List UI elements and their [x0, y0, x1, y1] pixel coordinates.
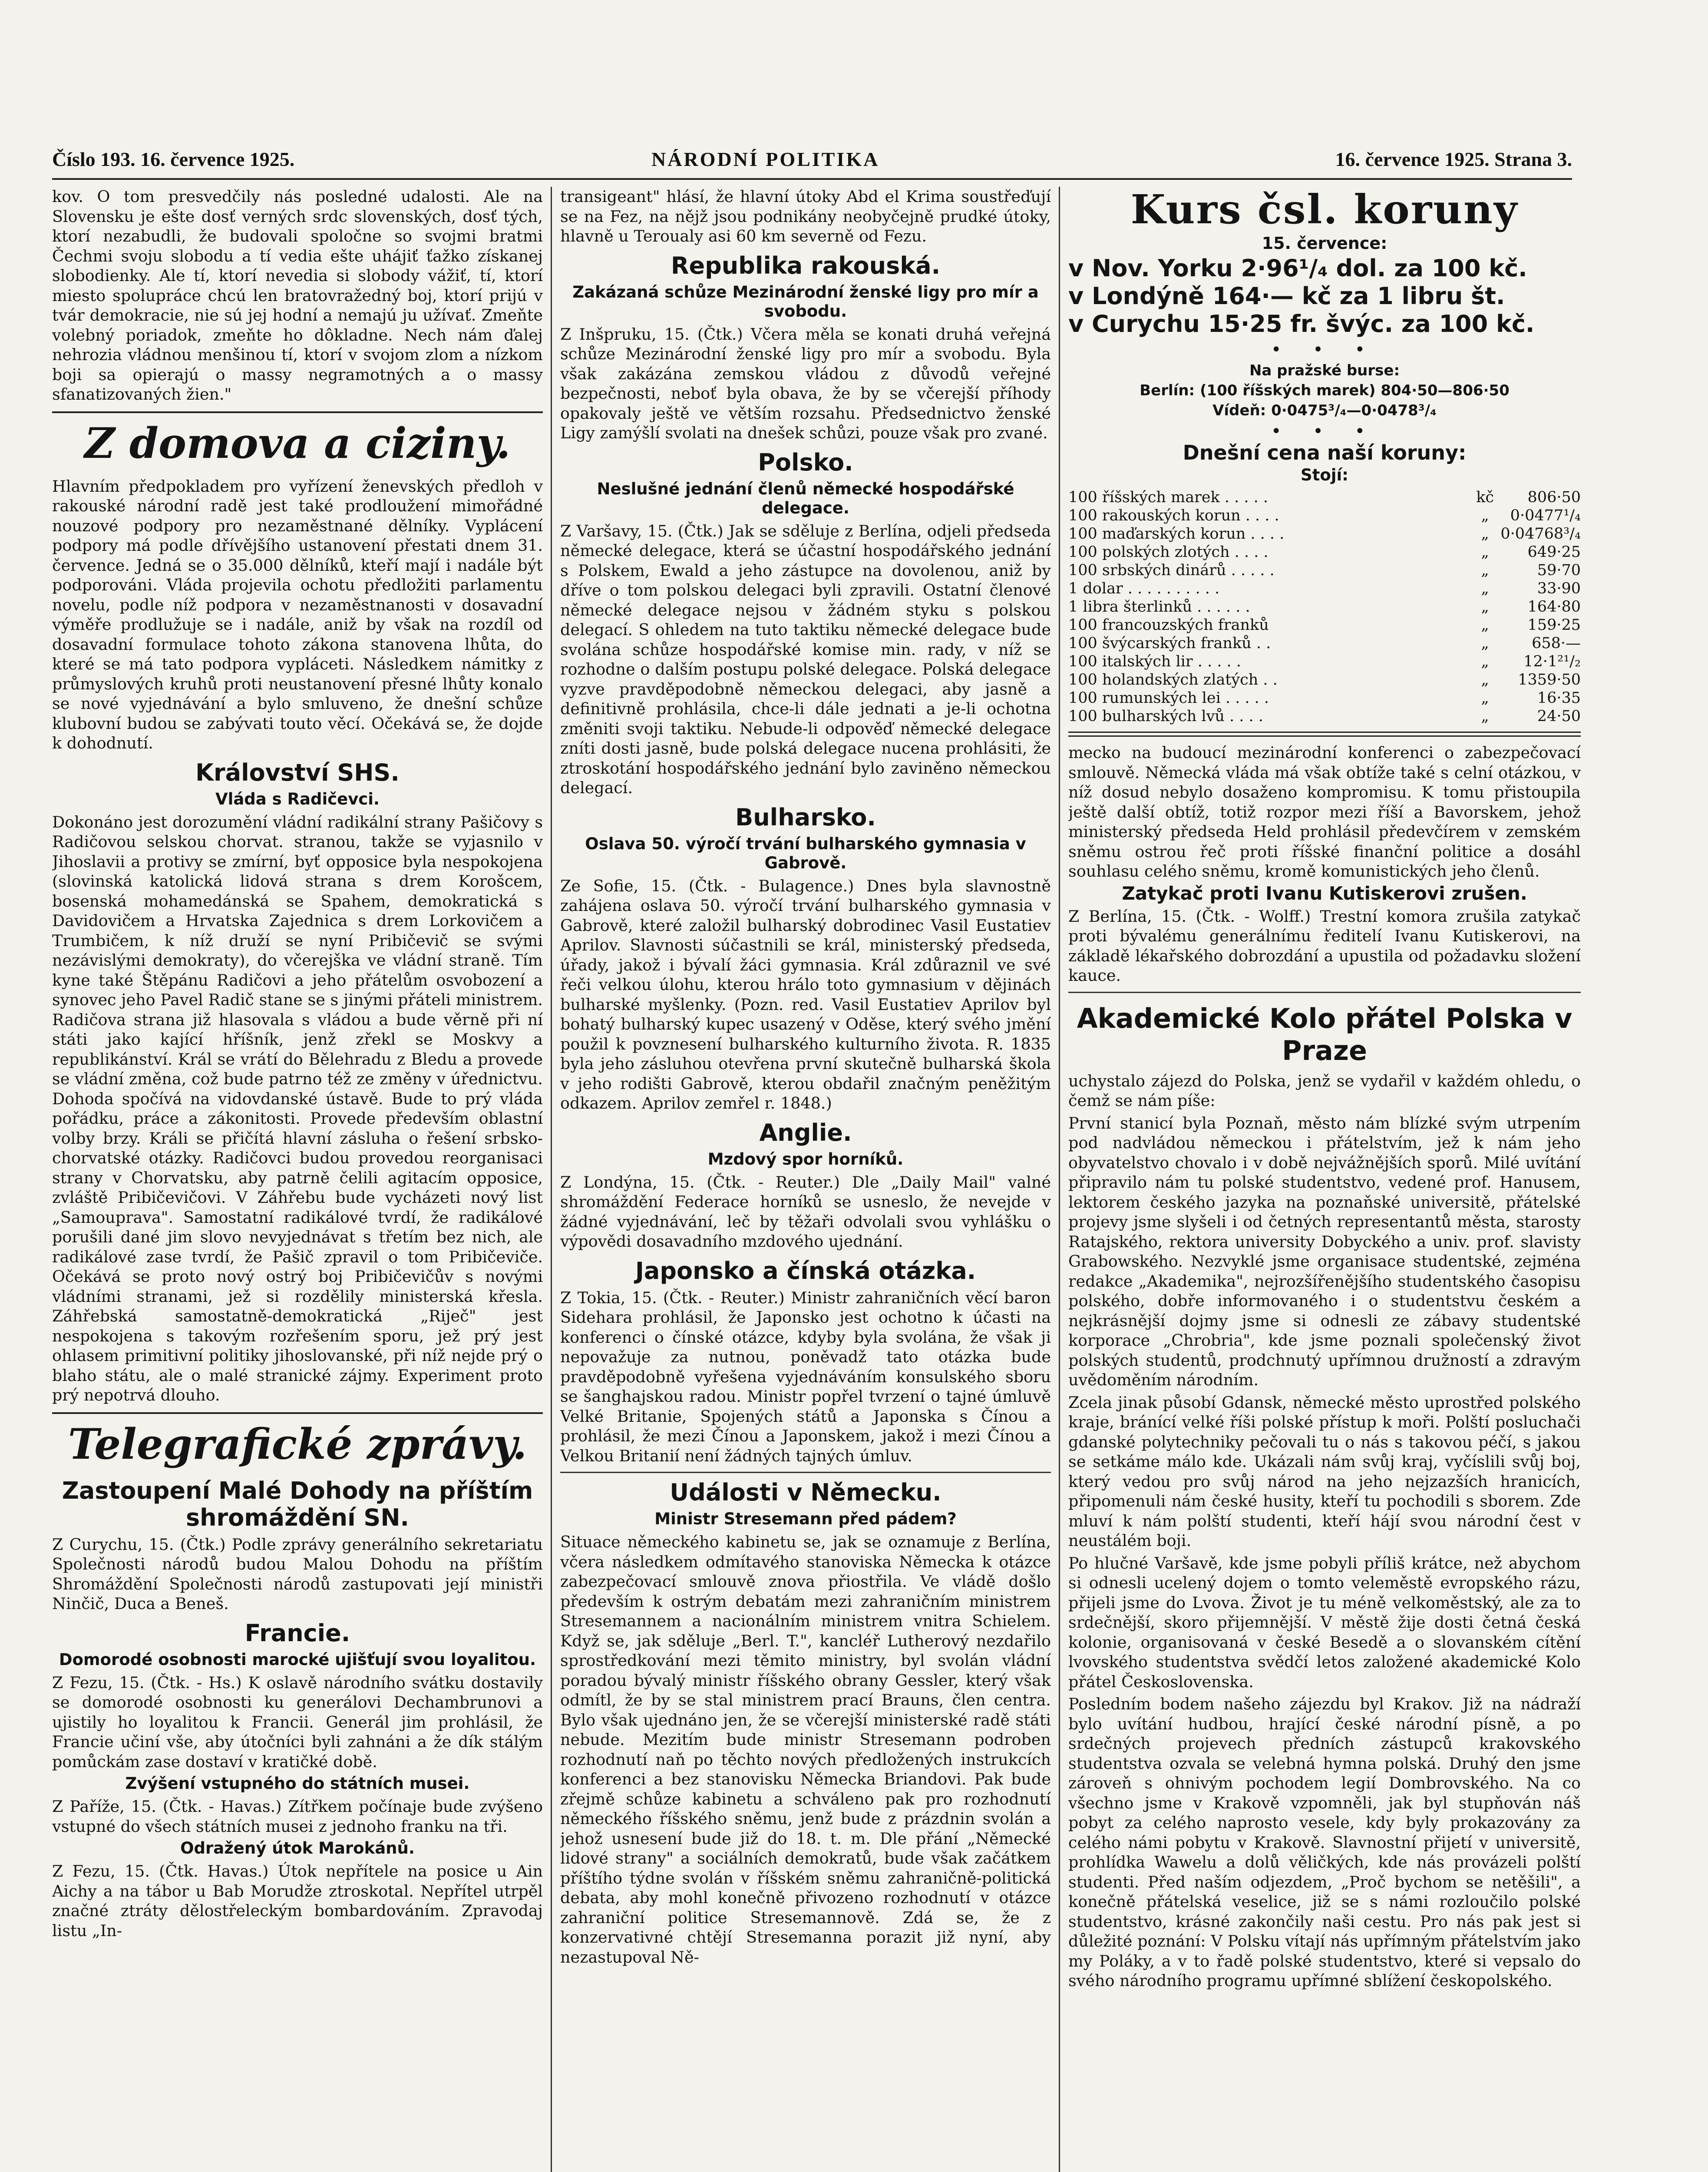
column-1 — [52, 187, 543, 2172]
article-subheading: Domorodé osobnosti marocké ujišťují svou loyalitou. — [59, 1650, 536, 1669]
article-heading: Bulharsko. — [735, 803, 876, 831]
column-3 — [1068, 187, 1581, 2172]
rate-row — [1068, 689, 1581, 707]
rate-value: 0·0477¹/₄ — [1510, 507, 1581, 524]
article-subheading: Oslava 50. výročí trvání bulharského gymnasia v Gabrově. — [585, 834, 1026, 872]
rate-value: 12·1²¹/₂ — [1523, 653, 1581, 670]
article-text: Z Inšpruku, 15. (Čtk.) Včera měla se konati druhá veřejná schůze Mezinárodní ženské ligy pro mír a svobodu. Byla však zakázána zemskou vládou z důvodů veřejné bezpečnosti, neboť byla obava, že by se včerejší příhody opakovaly ještě ve větším rozsahu. Předsednictvo ženské Ligy zamýšlí svolati na dnešek schůzi, pouze však pro zvané. — [560, 324, 1051, 442]
divider — [560, 1472, 1051, 1473]
rate-value: 806·50 — [1527, 489, 1581, 506]
rate-unit: „ — [1481, 708, 1489, 725]
rate-label: 100 rumunských lei . . . . . — [1068, 689, 1269, 707]
exchange-newyork: v Nov. Yorku 2·96¹/₄ dol. za 100 kč. — [1068, 255, 1527, 282]
rate-value: 164·80 — [1527, 598, 1581, 616]
rate-row — [1068, 543, 1581, 561]
rate-value: 649·25 — [1527, 543, 1581, 561]
rate-label: 100 francouzských franků — [1068, 616, 1269, 634]
divider — [1068, 992, 1581, 993]
article-heading: Akademické Kolo přátel Polska v Praze — [1077, 1002, 1573, 1066]
article-subheading: Mzdový spor horníků. — [707, 1149, 904, 1169]
article-text: Z Curychu, 15. (Čtk.) Podle zprávy generálního sekretariatu Společnosti národů budou Malou Dohodu na příštím Shromáždění Společnosti národů zastupovati její ministři Ninčič, Duca a Beneš. — [52, 1535, 543, 1613]
article-text: Z Varšavy, 15. (Čtk.) Jak se sděluje z Berlína, odjeli předseda německé delegace, která se účastní hospodářského jednání s Polskem, Ewald a jeho zástupce na dovolenou, aniž by dříve o tom polskou delegaci byli zpravili. Ostatní členové německé delegace nejsou v žádném styku s polskou delegací. S ohledem na tuto taktiku německé delegace bude svolána schůze hospodářské komise min. rady, v níž se rozhodne o dalším postupu polské delegace. Polská delegace vyzve pravděpodobně německou delegaci, aby jasně a definitivně prohlásila, chce-li dále jednati a je-li ochotna změniti svoji taktiku. Nebude-li odpověď německé delegace zníti dosti jasně, bude polská delegace nucena prohlásiti, že ztroskotání hospodářského jednání bylo zaviněno německou delegací. — [560, 521, 1051, 797]
rate-unit: „ — [1481, 525, 1489, 543]
exchange-title: Kurs čsl. koruny — [1130, 187, 1519, 233]
article-text: Zcela jinak působí Gdansk, německé město uprostřed polského kraje, bránící velké říši polské přístup k moři. Polští posluchači gdanské polytechniky pečovali tu o nás s takovou péčí, s jakou se setkáme málo kde. Ukázali nám svůj kraj, vyčíslili svůj boj, který vedou pro svůj národ na jeho nejzazších hranicích, připomenuli nám české husity, kteří tu pochodili s sborem. Zde mluví k nám polští studenti, kteří hájí svou národní čest v neustálém boji. — [1068, 1393, 1581, 1550]
double-divider — [1068, 732, 1581, 737]
rate-value: 59·70 — [1537, 562, 1581, 579]
column-2 — [560, 187, 1051, 2172]
article-subheading: Vláda s Radičevci. — [215, 789, 380, 808]
rate-unit: „ — [1481, 616, 1489, 634]
rate-value: 16·35 — [1537, 689, 1581, 707]
rates-title: Dnešní cena naší koruny: — [1183, 441, 1467, 464]
rate-unit: „ — [1481, 653, 1489, 670]
article-text: Hlavním předpokladem pro vyřízení ženevských předloh v rakouské národní radě jest také prodloužení mimořádné nouzové podpory pro nezaměstnané dělníky. Vyplácení podpory má podle dřívějšího ustanovení přestati dnem 31. července. Jedná se o 35.000 dělníků, kteří mají i nadále být podporováni. Vláda projevila ochotu předložiti parlamentu novelu, podle níž podpora v nezaměstnanosti v dosavadní výměře prodlužuje se i nadále, aniž by však na rozdíl od dosavadní formulace tohoto zákona stanovena lhůta, do které se má tato podpora vypláceti. Následkem námitky z průmyslových kruhů proti neustanovení přesné lhůty konalo se nové vyjednávání a bylo smluveno, že dnešní schůze klubovní budou se zabývati touto věcí. Očekává se, že dojde k dohodnutí. — [52, 477, 543, 752]
article-heading: Události v Německu. — [670, 1479, 942, 1506]
rate-label: 1 libra šterlinků . . . . . . — [1068, 598, 1250, 616]
exchange-date: 15. července: — [1262, 234, 1388, 253]
rate-label: 100 rakouských korun . . . . — [1068, 507, 1279, 524]
rate-row — [1068, 671, 1581, 689]
rate-unit: „ — [1481, 635, 1489, 652]
article-text: První stanicí byla Poznaň, město nám blízké svým utrpením pod nadvládou německou i přátelstvím, jež k nám jeho obyvatelstvo chovalo i v době nejvážnějších sporů. Milé uvítání připravilo nám tu polské studentstvo, vedené prof. Hanusem, lektorem českého jazyka na poznaňské universitě, přátelské projevy jsme slyšeli i od četných representantů města, starosty Ratajského, rektora university Dobyckého a univ. prof. slavisty Grabowského. Nezvyklé jsme organisace studentské, zejména redakce „Akademika", nejrozšířenějšího studentského časopisu polského, dobře informovaného i o studentstvu českém a nejkrásnější dojmy jsme si odnesli ze zábavy studentské korporace „Chrobria", kde jsme poznali společenský život polských studentů, prodchnutý upřímnou družností a zdravým uvědoměním národním. — [1068, 1113, 1581, 1389]
article-text: Posledním bodem našeho zájezdu byl Krakov. Již na nádraží bylo uvítání hudbou, hrající české národní písně, a po srdečných projevech předních zástupců krakovského studentstva ozvala se velebná hymna polská. Druhý den jsme zároveň s ohnivým pochodem legií Dombrovského. Na co všechno jsme v Krakově vzpomněli, jak byl stupňován náš pobyt za celého naprosto vesele, kdy byly prokazovány za celého námi pobytu v Krakově. Slavnostní přijetí v universitě, prohlídka Wawelu a dolů věličkých, kde nás provázeli polští studenti. Před naším odjezdem, „Proč bychom se netěšili", a konečně přátelská veselice, již se s námi rozloučilo polské studentstvo, krásné zakončily naši cestu. Pro nás pak jest si důležité poznání: V Polsku vítají nás upřímným přátelstvím jako my Poláky, a v to řadě polské studentstvo, které si vepsalo do svého národního programu upřímné sblížení českopolského. — [1068, 1695, 1581, 1990]
rate-row — [1068, 652, 1581, 671]
article-text: transigeant" hlásí, že hlavní útoky Abd el Krima soustřeďují se na Fez, na nějž jsou podnikány neobyčejně prudké útoky, hlavně u Teroualy asi 60 km severně od Fezu. — [560, 187, 1051, 245]
article-text: Ze Sofie, 15. (Čtk. - Bulagence.) Dnes byla slavnostně zahájena oslava 50. výročí trvání bulharského gymnasia v Gabrově, které založil bulharský dobrodinec Vasil Eustatiev Aprilov. Slavnosti súčastnili se král, ministerský předseda, úřady, jakož i bývalí žáci gymnasia. Král zdůraznil ve své řeči velkou úlohu, kterou hrálo toto gymnasium v dějinách bulharské myšlenky. (Pozn. red. Vasil Eustatiev Aprilov byl bohatý bulharský kupec usazený v Oděse, který svého jmění použil k povznesení bulharského kulturního života. R. 1835 byla jeho zásluhou otevřena první skutečně bulharská škola v jeho rodišti Gabrově, kterou obdařil značným peněžitým odkazem. Aprilov zemřel r. 1848.) — [560, 876, 1051, 1112]
rate-value: 1359·50 — [1518, 671, 1581, 689]
rate-row — [1068, 525, 1581, 543]
rate-row — [1068, 507, 1581, 525]
date-page: 16. července 1925. Strana 3. — [1335, 148, 1572, 170]
article-heading: Republika rakouská. — [671, 252, 941, 279]
rate-unit: „ — [1481, 689, 1489, 707]
column-rule — [1059, 187, 1060, 2172]
article-subheading: Zatykač proti Ivanu Kutiskerovi zrušen. — [1122, 882, 1527, 904]
page-header — [52, 143, 1572, 180]
article-text: uchystalo zájezd do Polska, jenž se vydařil v každém ohledu, o čemž se nám píše: — [1068, 1071, 1581, 1110]
dots-divider: • • • — [1271, 421, 1378, 441]
section-title: Z domova a ciziny. — [52, 411, 543, 470]
column-rule — [551, 187, 552, 2172]
rate-unit: „ — [1481, 598, 1489, 616]
article-heading: Polsko. — [758, 448, 853, 476]
article-text: Z Fezu, 15. (Čtk. - Hs.) K oslavě národního svátku dostavily se domorodé osobnosti ku generálovi Dechambrunovi a ujistily ho loyalitou k Francii. Generál jim prohlásil, že Francie učiní vše, aby útočníci byli zahnáni a že dík stálým pomůckám zase dostaví v kratičké době. — [52, 1673, 543, 1771]
rate-unit: „ — [1481, 671, 1489, 689]
exchange-zurich: v Curychu 15·25 fr. švýc. za 100 kč. — [1068, 310, 1535, 338]
rate-unit: „ — [1481, 507, 1489, 524]
rate-value: 159·25 — [1527, 616, 1581, 634]
article-heading: Anglie. — [759, 1119, 852, 1146]
rate-unit: „ — [1481, 543, 1489, 561]
rates-stoji: Stojí: — [1301, 466, 1348, 484]
rate-row — [1068, 488, 1581, 507]
rate-row — [1068, 707, 1581, 725]
article-heading: Francie. — [244, 1619, 350, 1647]
article-subheading: Zvýšení vstupného do státních musei. — [125, 1774, 470, 1793]
rate-label: 100 švýcarských franků . . — [1068, 635, 1271, 652]
rate-row — [1068, 634, 1581, 652]
article-text: Z Londýna, 15. (Čtk. - Reuter.) Dle „Daily Mail" valné shromáždění Federace horníků se usneslo, že nevejde v žádné vyjednávání, leč by těžaři odvolali svou vyhlášku o výpovědi dosavadního mzdového ujednání. — [560, 1172, 1051, 1251]
rate-row — [1068, 561, 1581, 579]
article-heading: Zastoupení Malé Dohody na příštím shromáždění SN. — [62, 1477, 533, 1531]
article-text: Z Berlína, 15. (Čtk. - Wolff.) Trestní komora zrušila zatykač proti bývalému generálnímu ředitelí Ivanu Kutiskerovi, na základě lékařského dobrozdání a upustila od požadavku složení kauce. — [1068, 907, 1581, 985]
rate-value: 658·— — [1532, 635, 1581, 652]
burse-title: Na pražské burse: — [1249, 362, 1400, 379]
rate-label: 100 italských lir . . . . . — [1068, 653, 1241, 670]
rate-value: 0·04768³/₄ — [1500, 525, 1581, 543]
burse-vienna: Vídeň: 0·0475³/₄—0·0478³/₄ — [1212, 402, 1437, 419]
article-text: Z Tokia, 15. (Čtk. - Reuter.) Ministr zahraničních věcí baron Sidehara prohlásil, že Japonsko jest ochotno k účasti na konferenci o čínské otázce, kdyby byla svolána, že však ji nepovažuje za nutnou, poněvadž tato otázka bude pravděpodobně vyřešena vyjednáváním konsulského sboru se šanghajskou radou. Ministr popřel tvrzení o tajné úmluvě Velké Britanie, Spojených států a Japonska s Čínou a prohlásil, že mezi Čínou a Japonskem, jakož i mezi Čínou a Velkou Britanií není žádných tajných úmluv. — [560, 1288, 1051, 1465]
article-text: Situace německého kabinetu se, jak se oznamuje z Berlína, včera následkem odmítavého stanoviska Německa k otázce zabezpečovací smlouvě znova přiostřila. Ve vládě došlo především k ostrým debatám mezi zahraničním ministrem Stresemannem a nacionálním ministrem vnitra Schielem. Když se, jak sděluje „Berl. T.", kancléř Lutherový nezdařilo sprostředkování mezi těmito ministry, byl svolán vládní poradou bývalý ministr říšského obrany Gessler, který však odmítl, že by se stal ministrem prací Brauns, člen centra. Bylo však ujednáno jen, že se včerejší ministerské radě státi nebude. Mezitím bude ministr Stresemann podroben rozhodnutí naň po těchto nových předložených instrukcích konferenci a bez stanovisku Německa Briandovi. Pak bude zřejmě schůze kabinetu a schváleno pak pro rozhodnutí německého říšského sněmu, jenž bude z prázdnin svolán a jehož usnesení bude již do 18. t. m. Dle přání „Německé lidové strany" a sociálních demokratů, bude však začátkem příštího týdne svolán v říšském sněmu zahraničně-politická debata, aby mohl konečně přivozeno rozhodnutí v otázce zahraniční politice Stresemannově. Zdá se, že z konzervativné chtějí Stresemanna porazit již nyní, aby nezastupoval Ně- — [560, 1533, 1051, 1967]
rate-unit: „ — [1481, 580, 1489, 597]
section-title: Telegrafické zprávy. — [52, 1412, 543, 1470]
article-heading: Japonsko a čínská otázka. — [635, 1257, 976, 1285]
article-text: Z Paříže, 15. (Čtk. - Havas.) Zítřkem počínaje bude zvýšeno vstupné do všech státních musei z jednoho franku na tři. — [52, 1797, 543, 1836]
article-subheading: Ministr Stresemann před pádem? — [654, 1510, 957, 1528]
article-text: Z Fezu, 15. (Čtk. Havas.) Útok nepřítele na posice u Ain Aichy a na tábor u Bab Morudže ztroskotal. Nepřítel utrpěl značné ztráty dělostřeleckým bombardováním. Zpravodaj listu „In- — [52, 1862, 543, 1940]
article-heading: Království SHS. — [195, 758, 400, 786]
dots-divider: • • • — [1271, 340, 1378, 360]
rate-unit: „ — [1481, 562, 1489, 579]
rate-value: 33·90 — [1537, 580, 1581, 597]
rate-row — [1068, 579, 1581, 598]
rate-value: 24·50 — [1537, 708, 1581, 725]
rate-label: 100 bulharských lvů . . . . — [1068, 708, 1263, 725]
rate-label: 100 srbských dinárů . . . . . — [1068, 562, 1275, 579]
rate-label: 100 polských zlotých . . . . — [1068, 543, 1269, 561]
rate-label: 100 říšských marek . . . . . — [1068, 489, 1268, 506]
article-text: Dokonáno jest dorozumění vládní radikální strany Pašičovy s Radičovou selskou chorvat. stranou, takže se vyjasnilo v Jihoslavii a protivy se zmírní, byť opposice byla nespokojena (slovinská katolická lidová strana s drem Korošcem, bosenská mohamedánská se Spahem, demokratická s Davidovičem a Hrvatska Zajednica s drem Lorkovičem a Trumbičem, k níž druží se nyní Pribičevič se svými nezávislými demokraty), do včerejška ve vládní straně. Tím kyne také Štěpánu Radičovi a jeho přátelům osvobození a synovec jeho Pavel Radič stane se s jinými přáteli ministrem. Radičova strana již hlasovala s vládou a bude věrně při ní státi jako kající hříšník, jenž zřekl se Moskvy a republikánství. Král se vrátí do Bělehradu z Bledu a provede se vládní změna, což bude patrno též ze změny v úřednictvu. Dohoda spočívá na vidovdanské ústavě. Bude to prý vláda pořádku, práce a zákonitosti. Provede především oblastní volby brzy. Králi se přičítá hlavní zásluha o řešení srbsko-chorvatské otázky. Radičovci budou provedou reorganisaci strany v Chorvatsku, aby patrně čelili agitacím opposice, zvláště Pribičevičovi. V Záhřebu bude vycházeti nový list „Samouprava". Samostatní radikálové tvrdí, že radikálové porušili dané jim slovo nevyjednávat s třetím bez nich, ale radikálové zase tvrdí, že Pašič zpravil o tom Pribičeviče. Očekává se proto nový ostrý boj Pribičevičův s novými vládními stranami, jež si rozdělily ministerská křesla. Záhřebská samostatně-demokratická „Riječ" jest nespokojena s takovým rozřešením sporu, jež prý jest ohlasem primitivní politiky jihoslovanské, při níž nejde prý o blaho státu, ale o malé stranické zájmy. Experiment proto prý nepotrvá dlouho. — [52, 812, 543, 1404]
article-text: Po hlučné Varšavě, kde jsme pobyli příliš krátce, než abychom si odnesli ucelený dojem o tomto veleměstě evropského rázu, přijeli jsme do Lvova. Život je tu méně velkoměstský, ale za to srdečnější, skoro přijemnější. V městě žije dosti četná česká kolonie, organisovaná v české Besedě a o slovanském cítění lvovského studentstva svědčí letos založené akademické Kolo přátel Československa. — [1068, 1553, 1581, 1691]
issue-info: Číslo 193. 16. července 1925. — [52, 148, 295, 170]
exchange-london: v Londýně 164·— kč za 1 libru št. — [1068, 282, 1505, 310]
article-subheading: Odražený útok Marokánů. — [180, 1839, 415, 1857]
article-subheading: Zakázaná schůze Mezinárodní ženské ligy pro mír a svobodu. — [572, 282, 1039, 321]
rate-row — [1068, 616, 1581, 634]
rate-row — [1068, 598, 1581, 616]
rate-label: 1 dolar . . . . . . . . . . — [1068, 580, 1220, 597]
masthead: NÁRODNÍ POLITIKA — [651, 148, 880, 170]
rate-label: 100 maďarských korun . . . . — [1068, 525, 1285, 543]
burse-berlin: Berlín: (100 říšských marek) 804·50—806·50 — [1140, 382, 1510, 399]
rate-label: 100 holandských zlatých . . — [1068, 671, 1278, 689]
rate-unit: kč — [1476, 489, 1494, 506]
article-text: mecko na budoucí mezinárodní konferenci o zabezpečovací smlouvě. Německá vláda má však obtíže také s celní otázkou, v níž dosud nebylo dosaženo kompromisu. K tomu přistoupila ještě další obtíž, totiž rozpor mezi říší a Bavorskem, jehož ministerský předseda Held prohlásil předevčírem v zemském sněmu ostrou řeč proti říšské finanční politice a dosáhl souhlasu celého sněmu, kromě komunistických jeho členů. — [1068, 743, 1581, 881]
rates-table — [1068, 488, 1581, 725]
article-subheading: Neslušné jednání členů německé hospodářské delegace. — [597, 479, 1014, 517]
article-text: kov. O tom presvedčily nás posledné udalosti. Ale na Slovensku je ešte dosť verných srdc slovenských, dosť tých, ktorí nezabudli, že budovali spoločne so svojmi bratmi Čechmi svoju slobodu a tí vedia ešte uhájiť ťažko získanej slobodienky. Ale tí, ktorí nevedia si slobody vážiť, tí, ktorí miesto spolupráce chcú len bratovražedný boj, ktorí prijú v tvár demokracie, nie sú jej hodní a nemajú ju užívať. Zmeňte volebný poriadok, zmeňte ho dôkladne. Nech nám ďalej nehrozia vládnou menšinou tí, ktorí v svojom zlom a nízkom boji sa opierajú o massy negramotných a o massy sfanatizovaných žien." — [52, 187, 543, 404]
